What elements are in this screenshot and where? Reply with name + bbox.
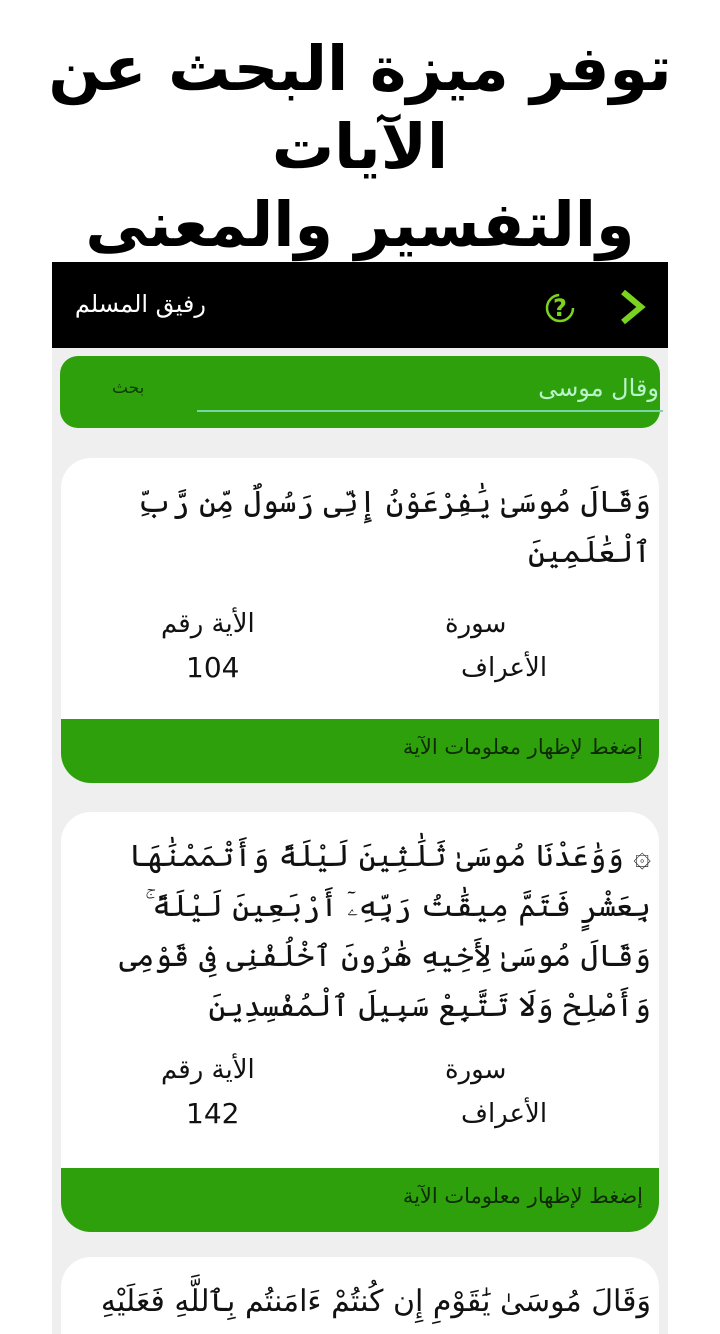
promo-headline-line-2: والتفسير والمعنى: [85, 188, 635, 261]
ayah-number-label: الأية رقم: [161, 1055, 255, 1085]
result-card: [61, 458, 659, 783]
result-card: [61, 812, 659, 1232]
promo-headline-line-1: توفر ميزة البحث عن الآيات: [48, 32, 672, 183]
promo-headline: [0, 30, 720, 264]
help-icon[interactable]: [542, 289, 578, 325]
show-info-label: إضغط لإظهار معلومات الآية: [402, 735, 643, 759]
ayah-number: 142: [186, 1097, 240, 1130]
surah-name: الأعراف: [461, 653, 548, 683]
show-info-button[interactable]: [61, 719, 659, 783]
svg-text:?: ?: [553, 294, 567, 322]
surah-name: الأعراف: [461, 1099, 548, 1129]
search-input[interactable]: [197, 366, 663, 412]
show-info-button[interactable]: [61, 1168, 659, 1232]
verse-text: ۞ وَوَٰعَدْنَا مُوسَىٰ ثَلَٰثِينَ لَيْلَةً وَأَتْمَمْنَٰهَا بِعَشْرٍ فَتَمَّ مِيقَٰتُ رَبِّهِۦٓ أَرْبَعِينَ لَيْلَةً ۚ وَقَالَ مُوسَىٰ لِأَخِيهِ هَٰرُونَ ٱخْلُفْنِى فِى قَوْمِى وَأَصْلِحْ وَلَا تَتَّبِعْ سَبِيلَ ٱلْمُفْسِدِينَ: [119, 839, 651, 1024]
app-screen: [52, 262, 668, 1334]
search-button[interactable]: بحث: [112, 378, 145, 398]
ayah-number: 104: [186, 651, 240, 684]
surah-label: سورة: [445, 1055, 507, 1085]
verse-text: وَقَالَ مُوسَىٰ يَٰقَوْمِ إِن كُنتُمْ ءَامَنتُم بِٱللَّهِ فَعَلَيْهِ: [100, 1284, 651, 1319]
search-bar: [60, 356, 660, 428]
verse-text: وَقَالَ مُوسَىٰ يَٰفِرْعَوْنُ إِنِّى رَسُولٌ مِّن رَّبِّ ٱلْعَٰلَمِينَ: [136, 485, 651, 570]
surah-label: سورة: [445, 609, 507, 639]
ayah-number-label: الأية رقم: [161, 609, 255, 639]
app-title: رفيق المسلم: [74, 290, 206, 318]
show-info-label: إضغط لإظهار معلومات الآية: [402, 1184, 643, 1208]
app-bar: [52, 262, 668, 348]
chevron-right-icon[interactable]: [617, 288, 647, 326]
result-card: [61, 1257, 659, 1334]
